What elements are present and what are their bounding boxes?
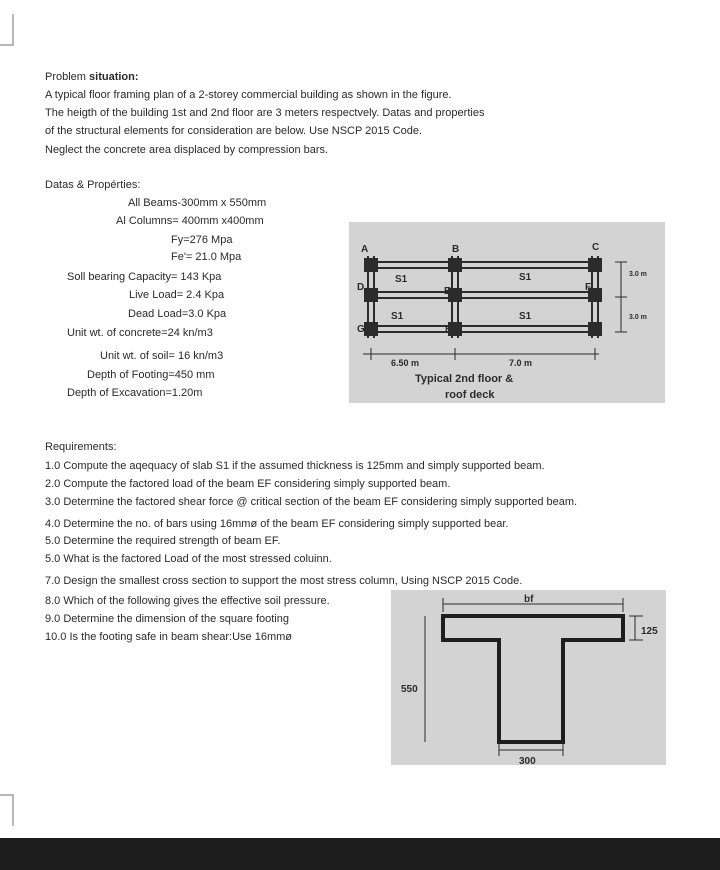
intro-line-2: The heigth of the building 1st and 2nd floor are 3 meters respectvely. Datas and properties <box>45 107 485 119</box>
tbeam-section-figure <box>391 590 666 765</box>
data-soil-bearing: Soll bearing Capacity= 143 Kpa <box>67 271 222 283</box>
problem-label: Problem <box>45 71 86 83</box>
requirements-title: Requirements: <box>45 441 117 453</box>
point-d: D <box>357 282 365 293</box>
situation-label: situation: <box>89 71 139 83</box>
data-columns: Al Columns= 400mm x400mm <box>116 215 264 227</box>
requirement-2: 2.0 Compute the factored load of the beam EF considering simply supported beam. <box>45 478 451 490</box>
intro-line-1: A typical floor framing plan of a 2-storey commercial building as shown in the figure. <box>45 89 452 101</box>
point-f: F <box>585 282 592 293</box>
slab-s1-top-left: S1 <box>395 274 408 285</box>
data-title: Datas & Propérties: <box>45 179 141 191</box>
requirement-3: 3.0 Determine the factored shear force @ critical section of the beam EF considering simply supported beam. <box>45 496 578 508</box>
page-corner-bottom <box>0 794 14 826</box>
viewer-bottom-bar <box>0 838 720 870</box>
requirement-4: 4.0 Determine the no. of bars using 16mmø of the beam EF considering simply supported bear. <box>45 518 509 530</box>
data-unit-wt-concrete: Unit wt. of concrete=24 kn/m3 <box>67 327 213 339</box>
requirement-9: 9.0 Determine the dimension of the square footing <box>45 613 289 625</box>
requirement-1: 1.0 Compute the aqequacy of slab S1 if the assumed thickness is 125mm and simply supported beam. <box>45 460 545 472</box>
intro-line-3: of the structural elements for consideration are below. Use NSCP 2015 Code. <box>45 125 423 137</box>
data-unit-wt-soil: Unit wt. of soil= 16 kn/m3 <box>100 350 224 362</box>
data-fy: Fy=276 Mpa <box>171 234 233 246</box>
slab-s1-bottom-left: S1 <box>391 311 404 322</box>
intro-line-4: Neglect the concrete area displaced by compression bars. <box>45 144 329 156</box>
data-live-load: Live Load= 2.4 Kpa <box>129 289 225 301</box>
requirement-6: 5.0 What is the factored Load of the most stressed coluinn. <box>45 553 332 565</box>
dim-bottom-left: 6.50 m <box>391 358 420 368</box>
tbeam-label-depth: 550 <box>401 684 418 695</box>
plan-caption-1: Typical 2nd floor & <box>415 373 514 385</box>
point-a: A <box>361 244 369 255</box>
point-g: G <box>357 324 365 335</box>
point-c: C <box>592 242 600 253</box>
requirement-10: 10.0 Is the footing safe in beam shear:Use 16mmø <box>45 631 293 643</box>
data-dead-load: Dead Load=3.0 Kpa <box>128 308 227 320</box>
point-b: B <box>452 244 460 255</box>
plan-caption-2: roof deck <box>445 389 495 401</box>
point-e: E <box>444 286 451 297</box>
data-beams: All Beams-300mm x 550mm <box>128 197 267 209</box>
tbeam-label-flange: 125 <box>641 626 658 637</box>
data-depth-excavation: Depth of Excavation=1.20m <box>67 387 203 399</box>
requirement-5: 5.0 Determine the required strength of beam EF. <box>45 535 281 547</box>
slab-s1-top-right: S1 <box>519 272 532 283</box>
data-fc: Fe'= 21.0 Mpa <box>171 251 242 263</box>
dim-bottom-right: 7.0 m <box>509 358 533 368</box>
slab-s1-bottom-right: S1 <box>519 311 532 322</box>
tbeam-label-bf: bf <box>524 594 534 605</box>
point-h: H <box>445 324 453 335</box>
tbeam-section-drawing <box>391 590 666 765</box>
page-corner-top <box>0 14 14 46</box>
framing-plan-drawing <box>349 222 665 403</box>
tbeam-label-web: 300 <box>519 756 536 765</box>
framing-plan-figure <box>349 222 665 403</box>
problem-heading <box>45 70 139 84</box>
dim-right-upper: 3.0 m <box>629 271 647 278</box>
requirement-7: 7.0 Design the smallest cross section to support the most stress column, Using NSCP 2015 Code. <box>45 575 523 587</box>
data-depth-footing: Depth of Footing=450 mm <box>87 369 215 381</box>
requirement-8: 8.0 Which of the following gives the effective soil pressure. <box>45 595 330 607</box>
dim-right-lower: 3.0 m <box>629 314 647 321</box>
